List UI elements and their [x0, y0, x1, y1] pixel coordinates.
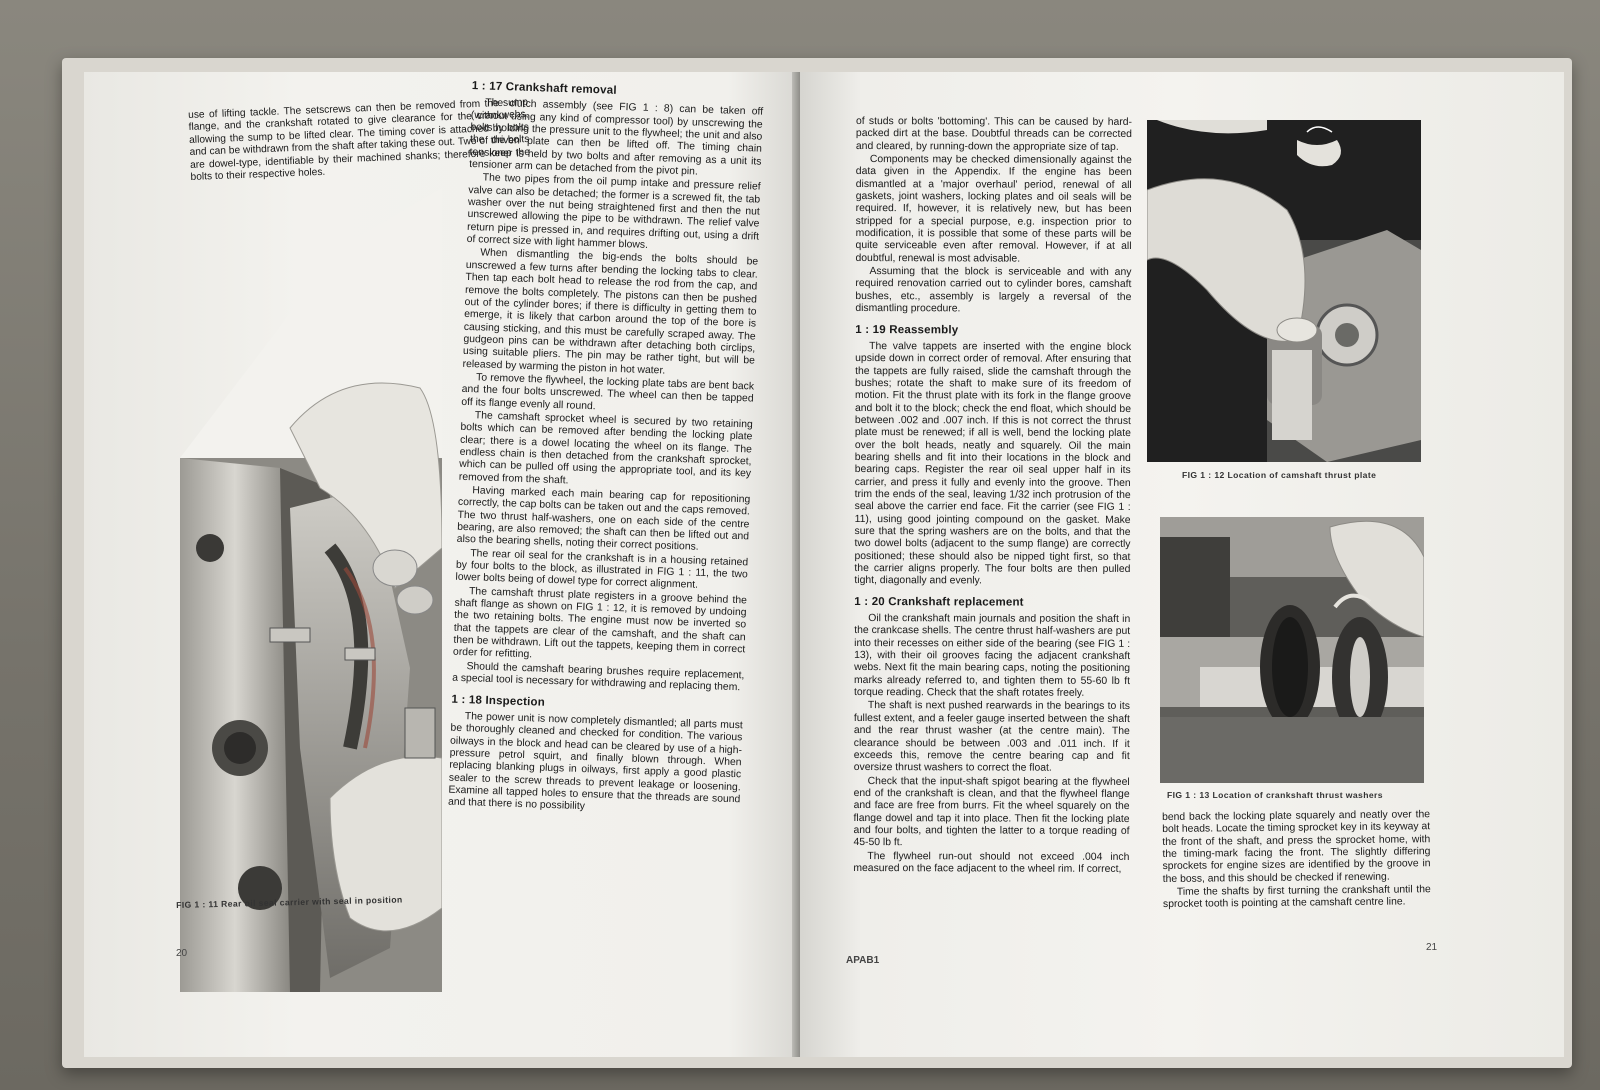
s117-p8: The camshaft thrust plate registers in a groove behind the shaft flange as shown on FIG 1 : 12, it is removed by undoing the two retaining bolts. The engine must now be inverted so that the tappets are clear of the camshaft, and the shaft can then be withdrawn. Lift out the tappets, keeping them in correct order for refitting.	[452, 585, 748, 661]
right-page-number: 21	[1426, 942, 1438, 953]
r-p1: of studs or bolts 'bottoming'. This can be caused by hard-packed dirt at the base. Doubtful threads can be corrected and cleared, by running-down the appropriate size of tap.	[855, 116, 1132, 153]
left-page-number: 20	[176, 948, 188, 959]
s117-p6: Having marked each main bearing cap for repositioning correctly, the cap bolts can be taken out and the caps removed. The two thrust half-washers, one on each side of the centre bearing, are also removed; the shaft can then be lifted out and also the bearing shells, noting their correct positions.	[456, 485, 751, 554]
fig-1-11-caption: FIG 1 : 11 Rear oil seal carrier with seal in position	[176, 894, 403, 910]
right-column-right-bottom	[1162, 809, 1431, 913]
s117-p9: Should the camshaft bearing brushes require replacement, a special tool is necessary for withdrawing and replacing them.	[451, 660, 745, 694]
r-p2: Components may be checked dimensionally against the data given in the Appendix. If the engine has been dismantled at a 'major overhaul' period, renewal of all gaskets, joint washers, locking plates and oil seals will be required. If, however, it is relatively new, but has been stripped for a special purpose, e.g. inspection prior to modification, it is possible that some of these parts will be quite serviceable even after removal. However, if at all doubtful, renewal is most advisable.	[855, 154, 1132, 265]
s120-p4: The flywheel run-out should not exceed .004 inch measured on the face adjacent to the wheel rim. If correct,	[853, 850, 1130, 875]
section-1-19-heading: 1 : 19 Reassembly	[855, 323, 959, 336]
footer-code: APAB1	[846, 955, 880, 966]
s117-p4: To remove the flywheel, the locking plate tabs are bent back and the four bolts unscrewed. The wheel can then be tapped off its flange evenly all round.	[461, 372, 755, 412]
fig-1-13-photo	[1160, 517, 1424, 783]
section-1-20-heading: 1 : 20 Crankshaft replacement	[854, 595, 1024, 609]
s120-p3: Check that the input-shaft spigot bearing at the flywheel end of the crankshaft is clean, and that the flywheel flange and face are free from burrs. Fit the wheel squarely on the flange dowel and tap it into place. Then fit the locking plate and four bolts, and tighten the latter to a torque reading of 45-50 lb ft.	[853, 775, 1130, 849]
section-1-18-heading: 1 : 18 Inspection	[451, 693, 546, 709]
left-page	[84, 72, 800, 1057]
fig-1-12-photo	[1147, 120, 1421, 462]
s120-p1: Oil the crankshaft main journals and position the shaft in the crankcase shells. The centre thrust half-washers are put into their recesses on either side of the bearing (see FIG 1 : 13), with their oil grooves facing the adjacent crankshaft webs. Next fit the main bearing caps, noting the positioning marks already referred to, and tighten them to 55-60 lb ft torque reading. Check that the shaft rotates freely.	[853, 613, 1131, 699]
s117-p5: The camshaft sprocket wheel is secured by two retaining bolts which can be removed after bending the locking plate clear; there is a dowel locating the wheel on its flange. The endless chain is then detached from the crankshaft sprocket, which can be pulled off using the appropriate tool, and its key removed from the shaft.	[458, 410, 753, 487]
r2-p2: Time the shafts by first turning the crankshaft until the sprocket tooth is pointing at the camshaft centre line.	[1162, 884, 1431, 911]
s117-p3: When dismantling the big-ends the bolts should be unscrewed a few turns after bending the locking tabs to clear. Then tap each bolt head to release the rod from the cap, and remove the bolts completely. The pistons can then be pushed out of the cylinder bores; if there is difficulty in getting them to emerge, it is likely that carbon around the top of the bore is causing sticking, and this must be carefully scraped away. The gudgeon pins can be withdrawn after detaching both circlips, using suitable pliers. The pin may be rather tight, but will be released by warming the piston in hot water.	[462, 247, 759, 377]
s120-p2: The shaft is next pushed rearwards in the bearings to its fullest extent, and a feeler gauge inserted between the shaft and the rear thrust washer (at the centre main). The clearance should be between .003 and .011 inch. If it exceeds this, remove the centre bearing cap and fit oversize thrust washers to correct the float.	[853, 700, 1130, 774]
fig-1-12-caption: FIG 1 : 12 Location of camshaft thrust plate	[1182, 470, 1377, 480]
s117-p1: The clutch assembly (see FIG 1 : 8) can be taken off (without using any kind of compressor tool) by unscrewing the bolts holding the pressure unit to the flywheel; the unit and also the driven plate can then be lifted off. The timing chain tensioner is held by two bolts and after removing as a unit its tensioner arm can be detached from the pivot pin.	[469, 97, 764, 178]
r-p3: Assuming that the block is serviceable and with any required renovation carried out to cylinder bores, camshaft bushes, etc., assembly is largely a reversal of the dismantling procedure.	[855, 266, 1132, 315]
intro-paragraph: use of lifting tackle. The setscrews can then be removed from the sump flange, and the crankshaft rotated to give clearance for the crankwebs, allowing the sump to be lifted clear. The timing cover is attached by bolts and can be withdrawn from the shaft after taking these out. Two of the bolts are dowel-type, identifiable by their machined shanks; therefore keep the bolts to their respective holes.	[188, 96, 531, 183]
s118-p1: The power unit is now completely dismantled; all parts must be thoroughly cleaned and checked for condition. The various oilways in the block and head can be cleared by use of a high-pressure petrol squirt, and finally blown through. When replacing blanking plugs in oilways, first apply a good plastic sealer to the screw threads to prevent leakage or loosening. Examine all tapped holes to ensure that the threads are sound and that there is no possibility	[447, 710, 743, 813]
fig-1-11-photo	[180, 188, 442, 992]
section-1-17-heading: 1 : 17 Crankshaft removal	[471, 80, 617, 97]
fig-1-13-caption: FIG 1 : 13 Location of crankshaft thrust washers	[1167, 790, 1383, 800]
r2-p1: bend back the locking plate squarely and neatly over the bolt heads. Locate the timing sprocket key in its keyway at the front of the shaft, and press the sprocket home, with the timing-mark facing the front. The slightly differing sprockets for engine sizes are identified by the groove in the boss, and this should be checked if renewing.	[1162, 809, 1431, 885]
right-page	[800, 72, 1564, 1057]
s117-p2: The two pipes from the oil pump intake and pressure relief valve can also be detached; the former is a screwed fit, the tab washer over the nut being straightened first and then the nut unscrewed allowing the pipe to be withdrawn. The relief valve return pipe is pressed in, and requires drifting out, using a drift of correct size with light hammer blows.	[466, 172, 761, 252]
left-column-right	[448, 80, 764, 820]
s119-p1: The valve tappets are inserted with the engine block upside down in correct order of removal. After ensuring that the tappets are fully raised, slide the camshaft through the bushes; rotate the shaft to make sure of its freedom of motion. Fit the thrust plate with its fork in the flange groove and bolt it to the block; check the end float, which should be between .002 and .007 inch. If this is not correct the thrust plate must be renewed; if all is well, bend the locking plate over the bolt heads, neatly and squarely. Oil the main bearing shells and fit into their locations in the block and bearing caps. Register the rear oil seal upper half in its carrier, and press it fully and evenly into the groove. Then trim the ends of the seal, leaving 1/32 inch protrusion of the seal above the carrier end face. Fit the carrier (see FIG 1 : 11), using good jointing compound on the gasket. Make sure that the spring washers are on the bolts, and that the two dowel bolts (adjacent to the sump flange) are correctly positioned; these should also be nipped tight first, so that the carrier aligns properly. The four bolts are then pulled tight, diagonally and evenly.	[854, 340, 1132, 587]
s117-p7: The rear oil seal for the crankshaft is in a housing retained by four bolts to the block, as illustrated in FIG 1 : 11, the two lower bolts being of dowel type for correct alignment.	[455, 547, 749, 592]
right-column-left	[853, 116, 1132, 877]
